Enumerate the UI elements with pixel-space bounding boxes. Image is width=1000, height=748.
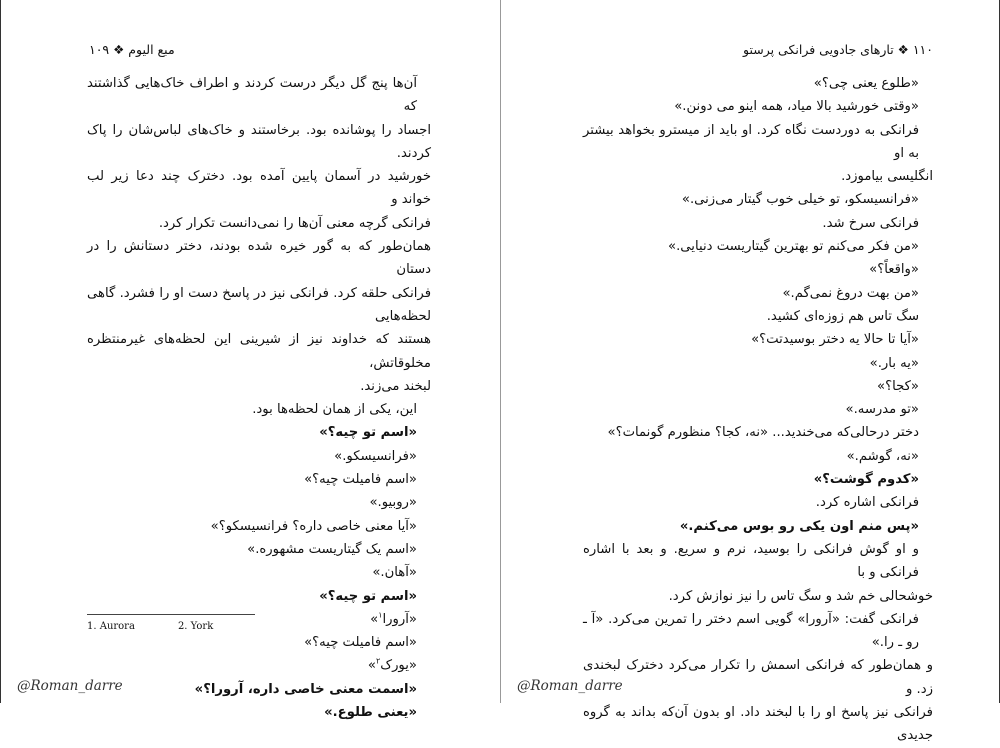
dialogue-line: «کجا؟» — [877, 378, 919, 394]
text-line: فرانکی سرخ شد. — [822, 215, 919, 231]
text-line: آن‌ها پنج گل دیگر درست کردند و اطراف خاک‌هایی گذاشتند که — [87, 76, 417, 115]
dialogue-line: «من فکر می‌کنم تو بهترین گیتاریست دنیایی.» — [668, 239, 919, 255]
dialogue-line: «یعنی طلوع.» — [324, 705, 417, 721]
dialogue-line: «اسم فامیلت چیه؟» — [304, 635, 417, 651]
text-line: فرانکی به دوردست نگاه کرد. او باید از میسترو بخواهد بیشتر به او — [583, 122, 919, 161]
text-line: لبخند می‌زند. — [360, 378, 431, 394]
footnote-divider — [87, 614, 255, 615]
quote-close: » — [367, 658, 376, 674]
dialogue-line: «یه بار.» — [869, 355, 919, 371]
dialogue-line: «طلوع یعنی چی؟» — [813, 76, 919, 91]
dialogue-line: «پس منم اون یکی رو بوس می‌کنم.» — [679, 518, 919, 534]
dialogue-text: «آرورا — [382, 611, 417, 627]
dialogue-line: «فرانسیسکو، تو خیلی خوب گیتار می‌زنی.» — [681, 192, 919, 208]
dialogue-line: «واقعاً؟» — [869, 262, 919, 278]
left-page — [0, 0, 500, 721]
dialogue-line — [87, 654, 431, 677]
text-line: فرانکی گرچه معنی آن‌ها را نمی‌دانست تکرار کرد. — [158, 215, 431, 231]
text-line: فرانکی اشاره کرد. — [815, 495, 919, 511]
dialogue-line: «کدوم گوشت؟» — [813, 472, 919, 488]
page-header: مبع الیوم ❖ ۱۰۹ — [89, 42, 175, 57]
footnote-1: 1. Aurora — [87, 621, 135, 632]
text-line: فرانکی گفت: «آرورا» گویی اسم دختر را تمرین می‌کرد. «آ ـ رو ـ را.» — [583, 611, 919, 651]
text-line: سگ تاس هم زوزه‌ای کشید. — [766, 308, 919, 324]
text-line: اجساد را پوشانده بود. برخاستند و خاک‌های لباس‌شان را پاک کردند. — [87, 122, 431, 161]
text-line: فرانکی نیز پاسخ او را با لبخند داد. او بدون آن‌که بداند به گروه جدیدی — [583, 705, 933, 744]
dialogue-line: «آیا تا حالا یه دختر بوسیدتت؟» — [751, 332, 919, 348]
dialogue-line: «اسم فامیلت چیه؟» — [304, 472, 417, 488]
text-line: و همان‌طور که فرانکی اسمش را تکرار می‌کرد دخترک لبخندی زد. و — [583, 658, 933, 697]
quote-close: » — [370, 611, 379, 627]
dialogue-line: «اسم تو چیه؟» — [319, 588, 417, 604]
dialogue-text: «یورک — [380, 658, 417, 674]
text-line: فرانکی حلقه کرد. فرانکی نیز در پاسخ دست او را فشرد. گاهی لحظه‌هایی — [87, 285, 431, 324]
footnote-marker: ۱ — [378, 610, 383, 620]
text-line: خوشحالی خم شد و سگ تاس را نیز نوازش کرد. — [668, 588, 933, 604]
footnote-2: 2. York — [177, 621, 214, 632]
text-line: و او گوش فرانکی را بوسید، نرم و سریع. و بعد با اشاره فرانکی و با — [583, 541, 919, 581]
footnote-marker: ۲ — [375, 657, 381, 667]
dialogue-line: «تو مدرسه.» — [845, 402, 919, 418]
text-line: خورشید در آسمان پایین آمده بود. دخترک چند دعا زیر لب خواند و — [87, 169, 431, 208]
page-body — [583, 72, 933, 748]
dialogue-line: «اسمت معنی خاصی داره، آرورا؟» — [194, 681, 417, 697]
dialogue-line: «من بهت دروغ نمی‌گم.» — [782, 285, 919, 301]
dialogue-line: «نه، گوشم.» — [846, 448, 919, 464]
dialogue-line: «روبیو.» — [369, 495, 417, 511]
dialogue-line: «اسم تو چیه؟» — [319, 425, 417, 441]
text-line: این، یکی از همان لحظه‌ها بود. — [252, 402, 417, 418]
dialogue-line: «فرانسیسکو.» — [334, 448, 417, 464]
text-line: دختر درحالی‌که می‌خندید... «نه، کجا؟ منظورم گونمات؟» — [607, 425, 919, 441]
right-page — [500, 0, 1000, 744]
text-line: انگلیسی بیاموزد. — [841, 169, 933, 185]
dialogue-line: «اسم یک گیتاریست مشهوره.» — [247, 541, 417, 557]
dialogue-line: «آهان.» — [372, 565, 417, 581]
watermark: @Roman_darre — [517, 678, 623, 694]
text-line: هستند که خداوند نیز از شیرینی این لحظه‌های غیرمنتظره مخلوقاتش، — [87, 332, 431, 371]
page-header: ۱۱۰ ❖ تارهای جادویی فرانکی پرستو — [743, 42, 933, 57]
dialogue-line: «آیا معنی خاصی داره؟ فرانسیسکو؟» — [210, 518, 417, 534]
footnotes — [87, 621, 287, 632]
watermark: @Roman_darre — [17, 678, 123, 694]
text-line: همان‌طور که به گور خیره شده بودند، دختر دستانش را در دستان — [87, 239, 431, 278]
dialogue-line: «وقتی خورشید بالا میاد، همه اینو می دونن.» — [674, 99, 919, 115]
